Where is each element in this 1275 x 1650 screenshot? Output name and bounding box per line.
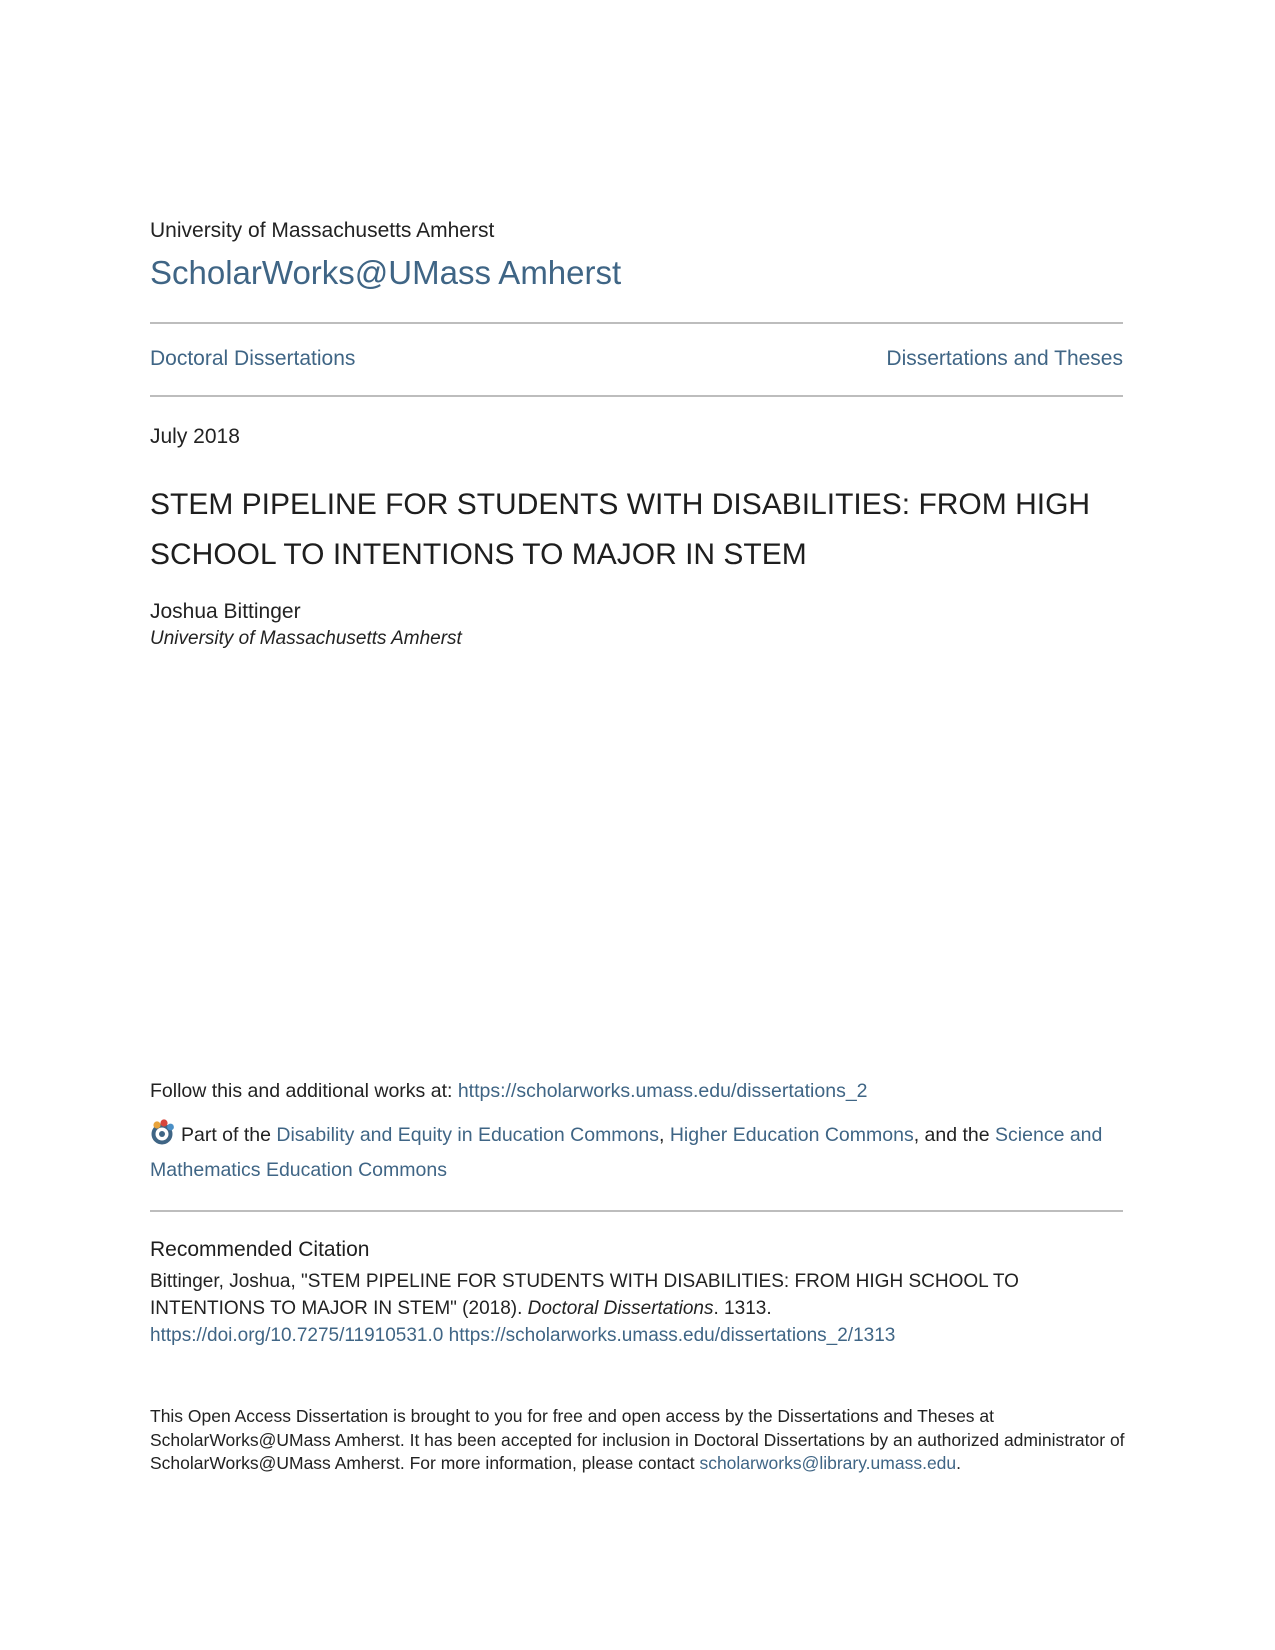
part-of-sep2: , and the xyxy=(913,1124,996,1146)
part-of-commons xyxy=(150,1118,1125,1188)
commons-higher-ed-link[interactable]: Higher Education Commons xyxy=(669,1124,914,1146)
citation-end: . 1313. xyxy=(713,1298,772,1319)
citation-url-link[interactable]: https://scholarworks.umass.edu/dissertations_2/1313 xyxy=(448,1325,896,1346)
open-access-notice xyxy=(150,1405,1125,1476)
footer-end: . xyxy=(956,1453,962,1473)
series-doctoral-link[interactable]: Doctoral Dissertations xyxy=(150,347,356,370)
footer-text: This Open Access Dissertation is brought to you for free and open access by the Dissertations and Theses at ScholarWorks@UMass Amherst. It has been accepted for inclusion in Doctoral Dissertations by an authorized administrator of ScholarWorks@UMass Amherst. For more information, please contact xyxy=(150,1406,1125,1473)
follow-url-link[interactable]: https://scholarworks.umass.edu/dissertations_2 xyxy=(457,1080,868,1102)
citation-divider xyxy=(150,1210,1123,1212)
publication-date: July 2018 xyxy=(150,425,240,448)
dissertation-title: STEM PIPELINE FOR STUDENTS WITH DISABILITIES: FROM HIGH SCHOOL TO INTENTIONS TO MAJOR IN STEM xyxy=(150,488,1091,571)
citation-journal: Doctoral Dissertations xyxy=(527,1298,714,1319)
series-dissertations-link[interactable]: Dissertations and Theses xyxy=(886,347,1123,370)
follow-line xyxy=(150,1080,868,1103)
citation-body: Bittinger, Joshua, "STEM PIPELINE FOR STUDENTS WITH DISABILITIES: FROM HIGH SCHOOL TO INTENTIONS TO MAJOR IN STEM" (2018). xyxy=(150,1271,1019,1319)
commons-disability-link[interactable]: Disability and Equity in Education Commons xyxy=(276,1124,659,1146)
university-name: University of Massachusetts Amherst xyxy=(150,219,495,242)
citation-text xyxy=(150,1268,1125,1349)
author-name: Joshua Bittinger xyxy=(150,600,301,623)
follow-label: Follow this and additional works at: xyxy=(150,1080,458,1102)
repository-link[interactable]: ScholarWorks@UMass Amherst xyxy=(150,254,622,291)
part-of-prefix: Part of the xyxy=(181,1124,277,1146)
commons-science-math-link[interactable]: Science and Mathematics Education Commons xyxy=(150,1124,1103,1181)
author-affiliation: University of Massachusetts Amherst xyxy=(150,628,462,649)
network-commons-icon xyxy=(150,1119,177,1146)
recommended-citation-heading: Recommended Citation xyxy=(150,1238,370,1261)
citation-doi-link[interactable]: https://doi.org/10.7275/11910531.0 xyxy=(150,1325,444,1346)
contact-email-link[interactable]: scholarworks@library.umass.edu xyxy=(699,1453,957,1473)
top-divider xyxy=(150,322,1123,324)
series-divider xyxy=(150,395,1123,397)
part-of-sep1: , xyxy=(659,1124,670,1146)
